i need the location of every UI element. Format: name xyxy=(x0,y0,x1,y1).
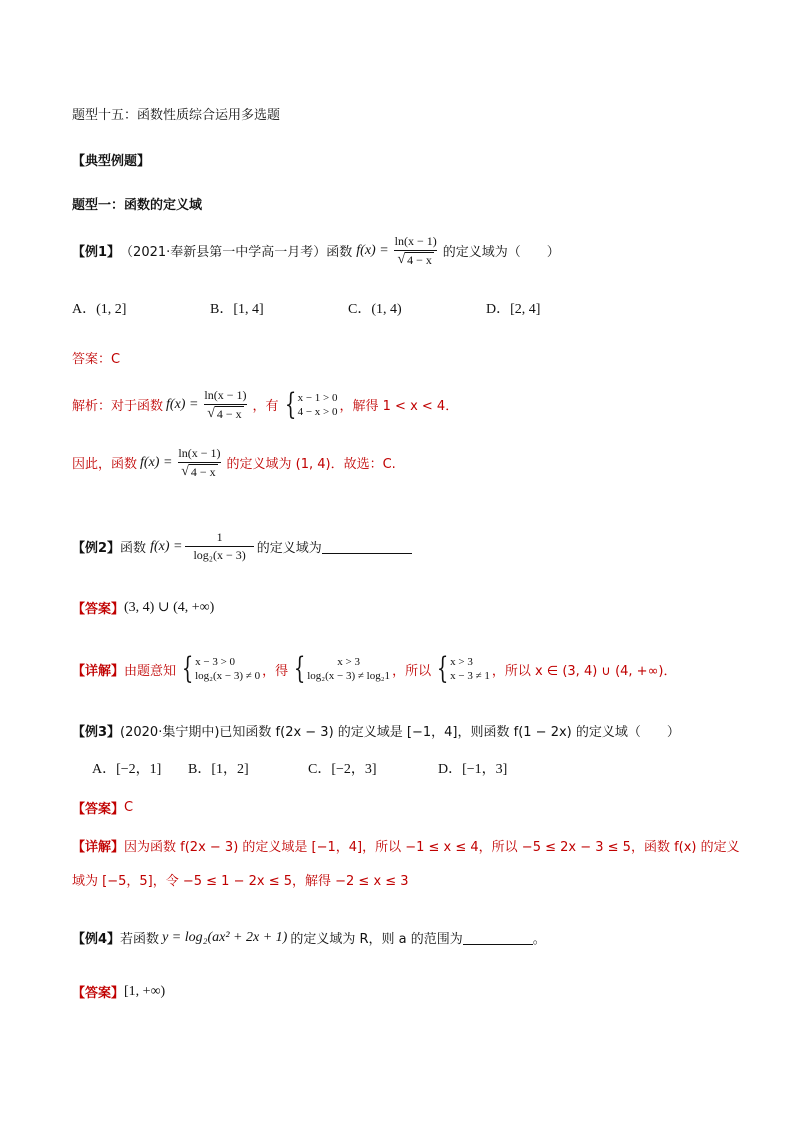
example-2-system-2-line-1: x > 3 xyxy=(337,656,360,668)
example-1-conclusion-denominator: 4 − x xyxy=(190,465,216,479)
example-3-answer xyxy=(72,798,133,817)
example-1-fraction xyxy=(392,234,440,267)
example-2-system-1 xyxy=(178,651,261,686)
example-2-detail-label: 【详解】 xyxy=(72,663,125,679)
example-1-label: 【例1】 xyxy=(72,245,121,260)
example-2-fx: f(x) = xyxy=(150,538,183,554)
example-1-tail: 的定义域为（ ） xyxy=(442,245,560,260)
example-1-conclusion-lead: 因此，函数 xyxy=(72,457,138,472)
example-2-answer-label: 【答案】 xyxy=(72,602,125,617)
example-1-conclusion-numerator: ln(x − 1) xyxy=(178,446,221,460)
example-4-answer-blank xyxy=(463,930,533,945)
example-1-solution-numerator: ln(x − 1) xyxy=(204,388,247,402)
example-4-lead: 若函数 xyxy=(120,932,160,947)
example-4-answer xyxy=(72,982,165,1001)
sqrt-icon: √ xyxy=(181,464,189,479)
example-1-conclusion-fraction xyxy=(175,446,223,479)
brace-icon: { xyxy=(293,651,306,686)
example-3-option-d: D．[−1，3] xyxy=(438,762,508,777)
example-1-system-line-1: x − 1 > 0 xyxy=(297,391,338,404)
example-1-conclusion-fx: f(x) = xyxy=(140,454,173,470)
example-1-solution xyxy=(72,388,458,421)
example-1-denominator: 4 − x xyxy=(407,253,432,267)
brace-icon: { xyxy=(181,651,194,686)
example-3-answer-value: C xyxy=(124,800,134,815)
example-2-detail-3: ，所以 xyxy=(392,663,432,679)
example-1-solution-fraction xyxy=(201,388,249,421)
example-1-numerator: ln(x − 1) xyxy=(394,234,437,248)
example-1-fx: f(x) = xyxy=(356,242,389,258)
example-4-answer-label: 【答案】 xyxy=(72,986,125,1001)
example-2-system-1-line-1: x − 3 > 0 xyxy=(195,656,236,668)
example-1-solution-denominator: 4 − x xyxy=(216,407,242,421)
example-1-conclusion xyxy=(72,446,396,479)
example-2-detail xyxy=(72,651,677,686)
section-typical-examples: 【典型例题】 xyxy=(72,154,151,169)
page-title: 题型十五：函数性质综合运用多选题 xyxy=(72,108,281,123)
section-type-1-heading: 题型一：函数的定义域 xyxy=(72,198,203,213)
example-1-option-b: B．[1, 4] xyxy=(210,302,264,317)
example-4-question xyxy=(72,928,546,947)
example-2-detail-1: 由题意知 xyxy=(124,663,177,679)
example-3-option-b: B．[1，2] xyxy=(188,762,249,777)
example-1-solution-mid: ，有 xyxy=(252,399,279,414)
example-2-system-3 xyxy=(433,651,490,686)
example-2-answer xyxy=(72,598,214,617)
example-3-detail-line-1: 因为函数 f(2x − 3) 的定义域是 [−1，4]，所以 −1 ≤ x ≤ 4，所以 −5 ≤ 2x − 3 ≤ 5，函数 f(x) 的定义 xyxy=(124,840,740,855)
example-4-end: 。 xyxy=(532,932,546,947)
example-3-option-c: C．[−2，3] xyxy=(308,762,377,777)
example-3-question xyxy=(72,721,680,740)
example-1-solution-fx: f(x) = xyxy=(166,396,199,412)
example-1-conclusion-tail: 的定义域为 (1, 4)．故选：C. xyxy=(226,457,396,472)
example-1-option-c: C．(1, 4) xyxy=(348,302,402,317)
example-2-answer-value: (3, 4) ∪ (4, +∞) xyxy=(124,600,215,615)
brace-icon: { xyxy=(284,386,296,422)
example-2-tail: 的定义域为 xyxy=(256,541,322,556)
example-1-solution-lead: 解析：对于函数 xyxy=(72,399,164,414)
example-3-option-a: A．[−2，1] xyxy=(92,762,162,777)
example-2-detail-4: ，所以 x ∈ (3, 4) ∪ (4, +∞)． xyxy=(491,663,677,679)
example-1-source: （2021·奉新县第一中学高一月考） xyxy=(120,245,327,260)
example-2-answer-blank xyxy=(322,539,412,554)
example-2-denominator: log₂(x − 3) xyxy=(185,546,253,563)
example-4-formula: y = log₂(ax² + 2x + 1) xyxy=(162,929,288,945)
example-3-label: 【例3】 xyxy=(72,725,121,740)
example-4-label: 【例4】 xyxy=(72,932,121,947)
example-2-system-2 xyxy=(290,651,391,686)
example-1-option-d: D．[2, 4] xyxy=(486,302,541,317)
example-3-detail xyxy=(72,836,740,855)
sqrt-icon: √ xyxy=(397,252,406,267)
example-1-option-a: A．(1, 2] xyxy=(72,302,127,317)
example-2-system-3-line-1: x > 3 xyxy=(450,656,473,668)
example-3-detail-line-2: 域为 [−5，5]，令 −5 ≤ 1 − 2x ≤ 5，解得 −2 ≤ x ≤ 3 xyxy=(72,874,409,889)
example-2-system-2-line-2: log₂(x − 3) ≠ log₂1 xyxy=(307,670,391,682)
example-1-question xyxy=(72,234,560,267)
example-1-solution-result: ，解得 1 < x < 4． xyxy=(339,399,459,414)
example-2-system-3-line-2: x − 3 ≠ 1 xyxy=(450,670,490,682)
sqrt-icon: √ xyxy=(207,406,215,421)
example-2-detail-2: ，得 xyxy=(262,663,289,679)
example-4-mid: 的定义域为 R，则 a 的范围为 xyxy=(290,932,463,947)
example-2-fraction xyxy=(185,530,253,563)
example-4-answer-value: [1, +∞) xyxy=(124,983,166,999)
brace-icon: { xyxy=(436,651,449,686)
example-1-system xyxy=(281,386,338,422)
example-1-system-line-2: 4 − x > 0 xyxy=(297,405,338,418)
example-2-numerator: 1 xyxy=(216,530,223,544)
example-1-answer: 答案：C xyxy=(72,352,121,367)
example-2-label: 【例2】 xyxy=(72,541,121,556)
example-2-system-1-line-2: log₂(x − 3) ≠ 0 xyxy=(195,670,261,682)
example-2-lead: 函数 xyxy=(120,541,147,556)
example-1-lead: 函数 xyxy=(326,245,353,260)
example-3-detail-label: 【详解】 xyxy=(72,840,125,855)
example-2-question xyxy=(72,530,412,563)
example-3-answer-label: 【答案】 xyxy=(72,802,125,817)
example-3-text: (2020·集宁期中)已知函数 f(2x − 3) 的定义域是 [−1，4]，则函数 f(1 − 2x) 的定义域（ ） xyxy=(120,725,680,740)
